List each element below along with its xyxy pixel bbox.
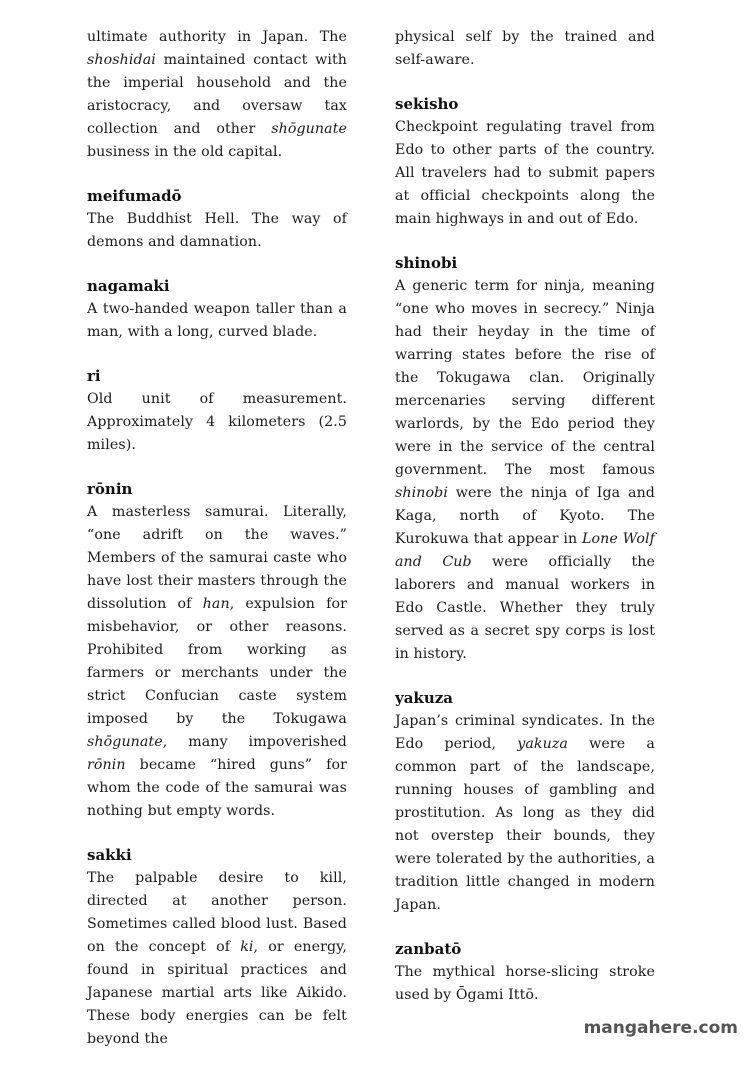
glossary-entry-ri [87,365,347,457]
glossary-entry-continued [395,26,655,72]
entry-definition: Old unit of measurement. Approximately 4 kilometers (2.5 miles). [87,391,347,453]
entry-term: rōnin [87,480,133,498]
glossary-entry-zanbato [395,938,655,1007]
entry-definition: Checkpoint regulating travel from Edo to other parts of the country. All travelers had to submit papers at official checkpoints along the main highways in and out of Edo. [395,119,655,227]
italic-term: rōnin [87,757,126,773]
entry-term: zanbatō [395,940,462,958]
entry-definition: A generic term for ninja, meaning “one who moves in secrecy.” Ninja had their heyday in the time of warring states before the rise of the Tokugawa clan. Originally mercenaries serving different warlords, by the Edo period they were in the service of the central government. The most famous shinobi were the ninja of Iga and Kaga, north of Kyoto. The Kurokuwa that appear in Lone Wolf and Cub were officially the laborers and manual workers in Edo Castle. Whether they truly served as a secret spy corps is lost in history. [395,278,655,662]
entry-term: nagamaki [87,277,170,295]
entry-definition: physical self by the trained and self-aware. [395,29,655,68]
entry-term: ri [87,367,101,385]
left-column [87,26,347,1072]
entry-definition: A two-handed weapon taller than a man, with a long, curved blade. [87,301,347,340]
entry-definition: The Buddhist Hell. The way of demons and damnation. [87,211,347,250]
entry-definition: The mythical horse-slicing stroke used by Ōgami Ittō. [395,964,655,1003]
glossary-entry-continued [87,26,347,164]
entry-term: shinobi [395,254,458,272]
italic-term: shinobi [395,485,448,501]
glossary-entry-sakki [87,844,347,1051]
glossary-entry-ronin [87,478,347,823]
italic-term: han [202,596,230,612]
entry-definition: Japan’s criminal syndicates. In the Edo period, yakuza were a common part of the landscape, running houses of gambling and prostitution. As long as they did not overstep their bounds, they were tolerated by the authorities, a tradition little changed in modern Japan. [395,713,655,913]
entry-definition: A masterless samurai. Literally, “one adrift on the waves.” Members of the samurai caste who have lost their masters through the dissolution of han, expulsion for misbehavior, or other reasons. Prohibited from working as farmers or merchants under the strict Confucian caste system imposed by the Tokugawa shōgunate, many impoverished rōnin became “hired guns” for whom the code of the samurai was nothing but empty words. [87,504,347,819]
entry-term: meifumadō [87,187,182,205]
watermark-text: mangahere.com [583,1018,738,1038]
right-column [395,26,655,1028]
entry-term: sakki [87,846,132,864]
entry-definition: The palpable desire to kill, directed at another person. Sometimes called blood lust. Based on the concept of ki, or energy, found in spiritual practices and Japanese martial arts like Aikido. These body energies can be felt beyond the [87,870,347,1047]
italic-term: Lone Wolf and Cub [395,531,655,570]
glossary-entry-sekisho [395,93,655,231]
italic-term: shōgunate [87,734,163,750]
entry-term: yakuza [395,689,453,707]
entry-definition: ultimate authority in Japan. The shoshidai maintained contact with the imperial household and the aristocracy, and oversaw tax collection and other shōgunate business in the old capital. [87,29,347,160]
glossary-entry-meifumado [87,185,347,254]
glossary-entry-shinobi [395,252,655,666]
italic-term: shoshidai [87,52,156,68]
italic-term: shōgunate [271,121,347,137]
italic-term: yakuza [517,736,568,752]
entry-term: sekisho [395,95,459,113]
glossary-entry-nagamaki [87,275,347,344]
italic-term: ki [240,939,254,955]
glossary-entry-yakuza [395,687,655,917]
